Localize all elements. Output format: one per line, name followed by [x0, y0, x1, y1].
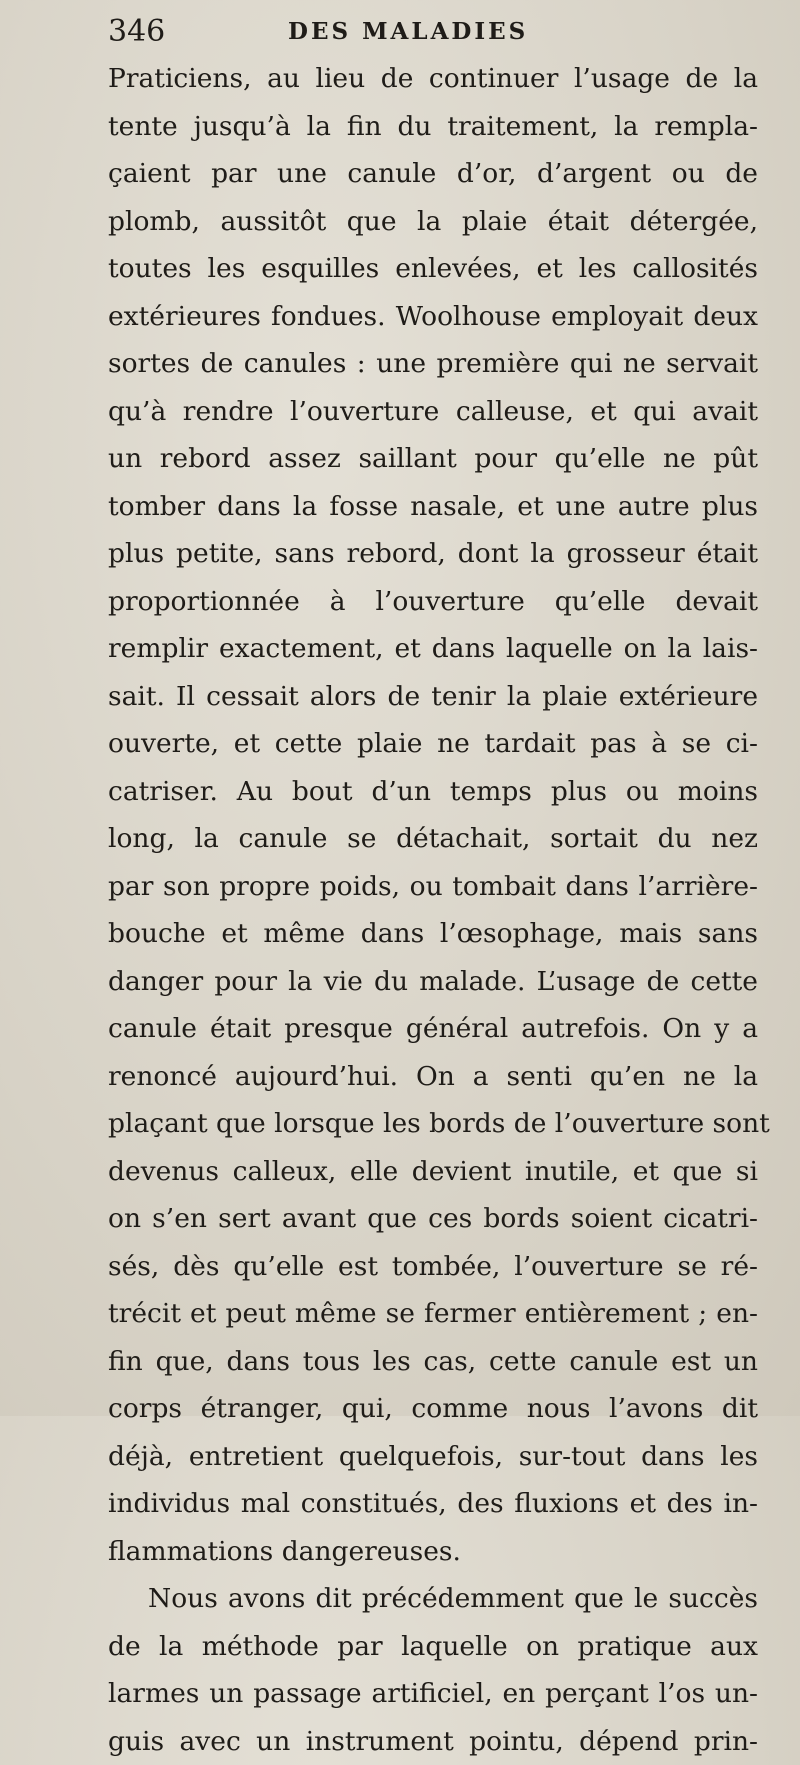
text-line: extérieures fondues. Woolhouse employait deux [108, 293, 758, 341]
text-line: guis avec un instrument pointu, dépend prin- [108, 1718, 758, 1765]
text-line: on s’en sert avant que ces bords soient cicatri- [108, 1195, 758, 1243]
text-line: plus petite, sans rebord, dont la grosseur était [108, 530, 758, 578]
text-line: remplir exactement, et dans laquelle on la lais- [108, 625, 758, 673]
text-line: Praticiens, au lieu de continuer l’usage de la [108, 55, 758, 103]
text-line: individus mal constitués, des fluxions et des in- [108, 1480, 758, 1528]
text-line-paragraph-end: flammations dangereuses. [108, 1528, 758, 1576]
text-line: larmes un passage artificiel, en perçant l’os un- [108, 1670, 758, 1718]
body-text [108, 55, 758, 1765]
text-line: proportionnée à l’ouverture qu’elle devait [108, 578, 758, 626]
text-line: danger pour la vie du malade. L’usage de cette [108, 958, 758, 1006]
text-line: ouverte, et cette plaie ne tardait pas à se ci- [108, 720, 758, 768]
text-line: sés, dès qu’elle est tombée, l’ouverture se ré- [108, 1243, 758, 1291]
text-line: sait. Il cessait alors de tenir la plaie extérieure [108, 673, 758, 721]
text-line: devenus calleux, elle devient inutile, et que si [108, 1148, 758, 1196]
text-line: canule était presque général autrefois. On y a [108, 1005, 758, 1053]
text-line: trécit et peut même se fermer entièrement ; en- [108, 1290, 758, 1338]
text-line: bouche et même dans l’œsophage, mais sans [108, 910, 758, 958]
text-line: long, la canule se détachait, sortait du nez [108, 815, 758, 863]
text-line: de la méthode par laquelle on pratique aux [108, 1623, 758, 1671]
text-line: toutes les esquilles enlevées, et les callosités [108, 245, 758, 293]
text-line: tente jusqu’à la fin du traitement, la rempla- [108, 103, 758, 151]
page-number: 346 [108, 14, 165, 49]
text-line: qu’à rendre l’ouverture calleuse, et qui avait [108, 388, 758, 436]
text-line: catriser. Au bout d’un temps plus ou moins [108, 768, 758, 816]
page-header [108, 6, 748, 50]
text-line: plaçant que lorsque les bords de l’ouverture sont [108, 1100, 758, 1148]
text-line: renoncé aujourd’hui. On a senti qu’en ne la [108, 1053, 758, 1101]
text-line: déjà, entretient quelquefois, sur-tout dans les [108, 1433, 758, 1481]
text-line: corps étranger, qui, comme nous l’avons dit [108, 1385, 758, 1433]
text-line: plomb, aussitôt que la plaie était détergée, [108, 198, 758, 246]
text-line-paragraph-start: Nous avons dit précédemment que le succès [108, 1575, 758, 1623]
text-line: par son propre poids, ou tombait dans l’arrière- [108, 863, 758, 911]
text-line: tomber dans la fosse nasale, et une autre plus [108, 483, 758, 531]
text-line: sortes de canules : une première qui ne servait [108, 340, 758, 388]
text-line: fin que, dans tous les cas, cette canule est un [108, 1338, 758, 1386]
text-line: çaient par une canule d’or, d’argent ou de [108, 150, 758, 198]
running-title: DES MALADIES [288, 18, 528, 45]
text-line: un rebord assez saillant pour qu’elle ne pût [108, 435, 758, 483]
